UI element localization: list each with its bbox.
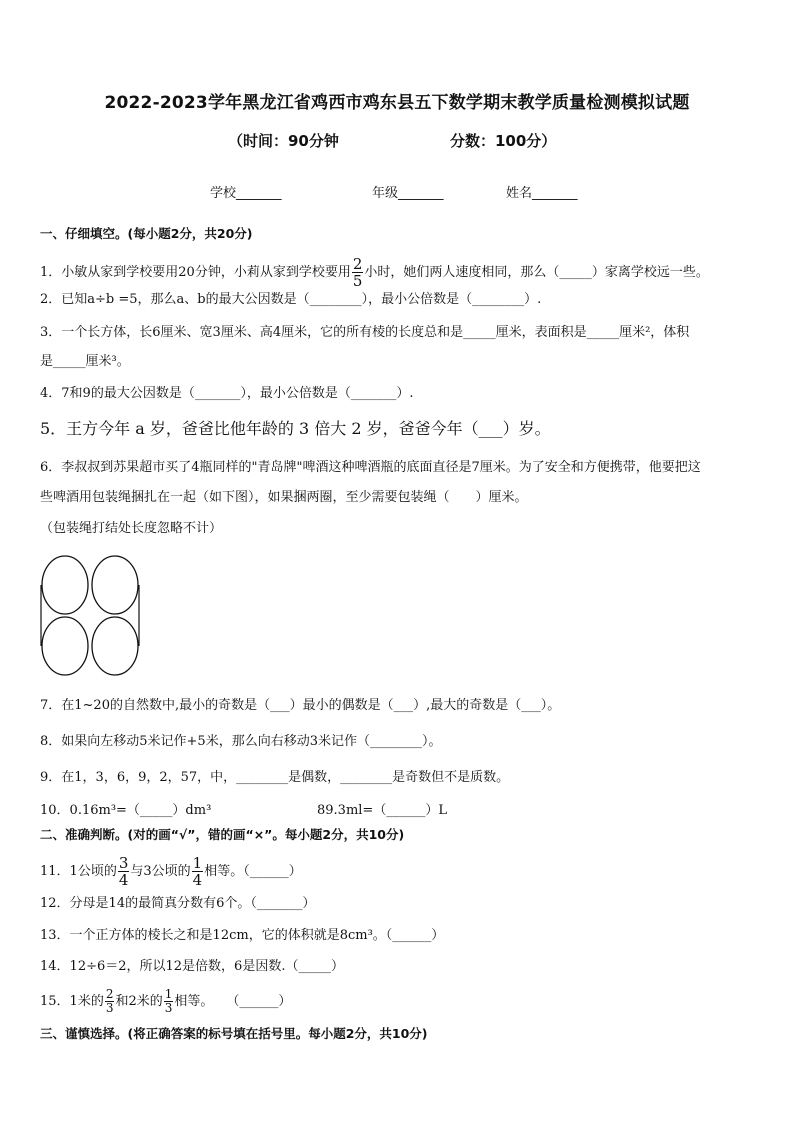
- name-field[interactable]: 姓名_______: [506, 186, 578, 201]
- school-field[interactable]: 学校_______: [210, 186, 282, 201]
- fraction: $\frac{2}{5}$: [352, 255, 363, 290]
- section-2-heading: 二、准确判断。(对的画“√”，错的画“×”。每小题2分，共10分): [40, 827, 405, 842]
- exam-info: [228, 130, 608, 151]
- question-10-part-a: 10．0.16m³=（_____）dm³: [40, 803, 212, 818]
- question-4: 4．7和9的最大公因数是（_______），最小公倍数是（_______）.: [40, 386, 414, 401]
- page-title: 2022-2023学年黑龙江省鸡西市鸡东县五下数学期末教学质量检测模拟试题: [104, 93, 690, 113]
- question-11: 11．1公顷的 $\frac{3}{4}$ 与3公顷的 $\frac{1}{4}$ 相等。（______）: [40, 854, 302, 889]
- question-1: 1．小敏从家到学校要用20分钟，小莉从家到学校要用 $\frac{2}{5}$ 小时，她们两人速度相同，那么（_____）家离学校远一些。: [40, 255, 709, 290]
- fraction: $\frac{1}{3}$: [164, 987, 173, 1015]
- question-6-note: （包装绳打结处长度忽略不计）: [40, 521, 223, 536]
- fraction: $\frac{3}{4}$: [118, 854, 129, 889]
- question-6-line-1: 6．李叔叔到苏果超市买了4瓶同样的"青岛牌"啤酒这种啤酒瓶的底面直径是7厘米。为了安全和方便携带，他要把这: [40, 460, 701, 475]
- bottles-figure: [38, 553, 142, 679]
- grade-field[interactable]: 年级_______: [372, 186, 444, 201]
- bottle-circle: [92, 556, 138, 614]
- question-7: 7．在1~20的自然数中,最小的奇数是（___）最小的偶数是（___）,最大的奇数是（___）。: [40, 698, 561, 713]
- score-label: 分数：100分）: [450, 132, 557, 150]
- question-12: 12．分母是14的最简真分数有6个。（_______）: [40, 896, 316, 911]
- question-8: 8．如果向左移动5米记作+5米，那么向右移动3米记作（________）。: [40, 734, 442, 749]
- question-3-line-1: 3．一个长方体，长6厘米、宽3厘米、高4厘米，它的所有棱的长度总和是_____厘米，表面积是_____厘米²，体积: [40, 325, 690, 340]
- question-15: 15．1米的 $\frac{2}{3}$ 和2米的 $\frac{1}{3}$ 相等。 （______）: [40, 987, 292, 1015]
- bottle-circle: [42, 617, 88, 675]
- question-9: 9．在1，3，6，9，2，57，中，________是偶数，________是奇数但不是质数。: [40, 770, 510, 785]
- section-1-heading: 一、仔细填空。(每小题2分，共20分): [40, 226, 253, 241]
- question-2: 2．已知a÷b =5，那么a、b的最大公因数是（________），最小公倍数是（________）.: [40, 292, 542, 307]
- bottle-circle: [42, 556, 88, 614]
- question-13: 13．一个正方体的棱长之和是12cm，它的体积就是8cm³。（______）: [40, 928, 445, 943]
- question-10-part-b: 89.3ml=（______）L: [317, 803, 447, 818]
- bottle-circle: [92, 617, 138, 675]
- fraction: $\frac{2}{3}$: [105, 987, 114, 1015]
- question-14: 14．12÷6＝2，所以12是倍数，6是因数.（_____）: [40, 959, 344, 974]
- question-5: 5．王方今年 a 岁，爸爸比他年龄的 3 倍大 2 岁，爸爸今年（___）岁。: [40, 419, 551, 438]
- question-6-line-2: 些啤酒用包装绳捆扎在一起（如下图），如果捆两圈，至少需要包装绳（ ）厘米。: [40, 490, 528, 505]
- question-3-line-2: 是_____厘米³。: [40, 354, 130, 369]
- fraction: $\frac{1}{4}$: [192, 854, 203, 889]
- time-label: （时间：90分钟: [228, 132, 339, 150]
- section-3-heading: 三、谨慎选择。(将正确答案的标号填在括号里。每小题2分，共10分): [40, 1026, 428, 1041]
- question-10: [40, 803, 758, 819]
